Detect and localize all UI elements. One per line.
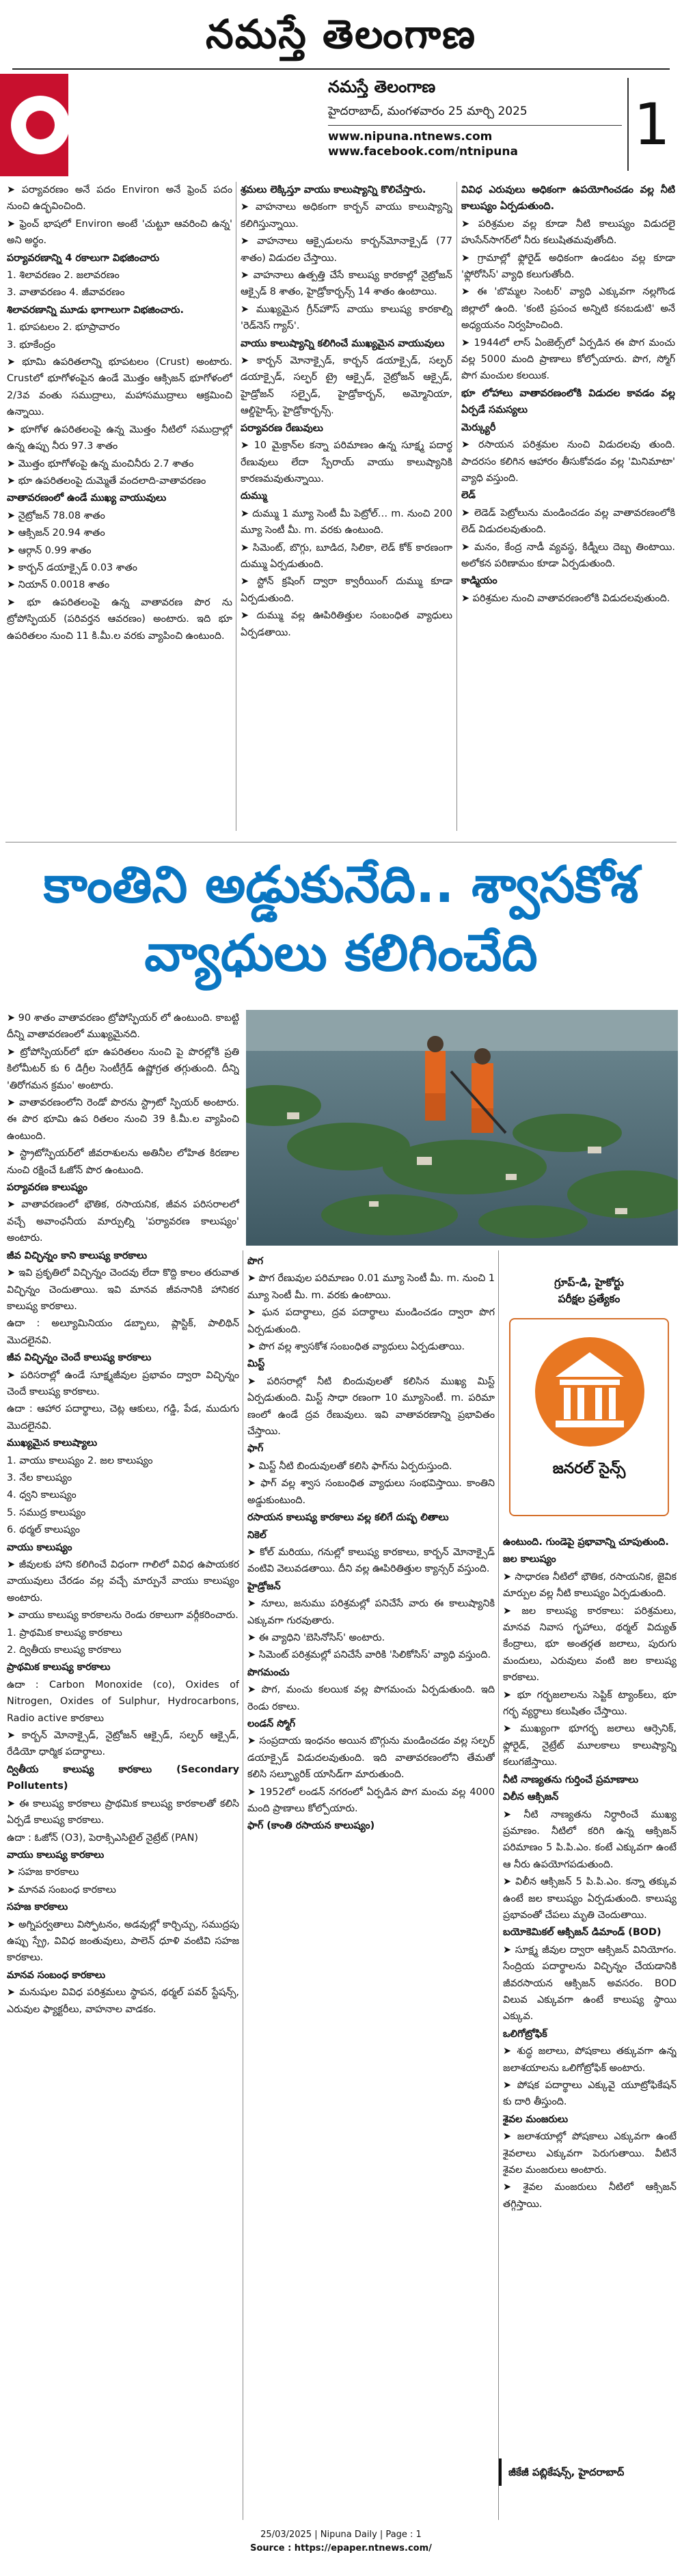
publication-credit: జీకేజీ పబ్లికేషన్స్‌, హైదరాబాద్‌	[499, 2458, 678, 2486]
paragraph: ➤ భూగోళ ఉపరితలంపై ఉన్న మొత్తం నీటిలో సముద్రాల్లో ఉన్న ఉప్పు నీరు 97.3 శాతం	[7, 424, 232, 452]
paragraph: ➤ పరిసరాల్లో ఉండే సూక్ష్మజీవుల ప్రభావం ద్వారా విచ్ఛిన్నం చెందే కాలుష్య కారకాలు.	[7, 1369, 239, 1397]
paragraph: ఒలిగోట్రోఫిక్‌	[503, 2028, 547, 2040]
paragraph: 1. శిలావరణం 2. జలావరణం	[7, 270, 120, 282]
paragraph: ఉంటుంది. గుండెపై ప్రభావాన్ని చూపుతుంది.	[503, 1537, 669, 1548]
paragraph: వాయు కాలుష్యం	[7, 1542, 72, 1553]
paragraph: వాయు కాలుష్యాన్ని కలిగించే ముఖ్యమైన వాయువులు	[241, 338, 445, 349]
paragraph: కాడ్మియం	[461, 575, 497, 587]
paragraph: 1. ప్రాథమిక కాలుష్య కారకాలు	[7, 1627, 122, 1639]
paragraph: ➤ మానవ సంబంధ కారకాలు	[7, 1884, 116, 1895]
paragraph: ➤ స్ట్రాటోస్ఫియర్‌లో జీవరాశులను అతినీల లోహిత కిరణాల నుంచి రక్షించే ఓజోన్‌ పొర ఉంటుంది.	[7, 1148, 239, 1176]
paragraph: పర్యావరణ రేణువులు	[241, 422, 323, 434]
exam-special-badge	[504, 1274, 674, 1527]
government-building-icon	[535, 1337, 644, 1447]
paragraph: ➤ సహజ కారకాలు	[7, 1867, 79, 1878]
paragraph: ➤ పరిశ్రమల నుంచి వాతావరణంలోకి విడుదలవుతుంది.	[461, 592, 670, 604]
paragraph: ➤ ముఖ్యంగా భూగర్భ జలాలు ఆర్సెనిక్‌, ఫ్లోరైడ్‌, నైట్రేట్‌ మూలకాలు కాలుష్యాన్ని కలుగజేస్తాయి.	[503, 1723, 677, 1768]
paragraph: ➤ దుమ్ము 1 మ్యూ సెంటీ మీ పెట్రోల్‌… m. నుంచి 200 మ్యూ సెంటీ మీ. m. వరకు ఉంటుంది.	[241, 508, 452, 536]
paragraph: ➤ నియాన్‌ 0.0018 శాతం	[7, 579, 110, 591]
paragraph: ➤ ఫాగ్‌ వల్ల శ్వాస సంబంధిత వ్యాధులు సంభవిస్తాయి. కాంతిని అడ్డుకుంటుంది.	[247, 1478, 495, 1506]
paragraph: వాయు కాలుష్య కారకాలు	[7, 1849, 105, 1861]
paragraph: ➤ జలాశయాల్లో పోషకాలు ఎక్కువగా ఉంటే శైవలాలు ఎక్కువగా పెరుగుతాయి. వీటినే శైవల మంజరులు అంటారు.	[503, 2131, 677, 2176]
paragraph: 3. నేల కాలుష్యం	[7, 1472, 72, 1483]
paragraph: ➤ పర్యావరణం అనే పదం Environ అనే ఫ్రెంచ్‌ పదం నుంచి ఉద్భవించింది.	[7, 184, 232, 213]
paragraph: బయోకెమికల్‌ ఆక్సిజన్‌ డిమాండ్‌ (BOD)	[503, 1927, 661, 1938]
paragraph: హైడ్రోజన్‌	[247, 1580, 281, 1592]
paragraph: ➤ వాతావరణంలోని రెండో పొరను స్ట్రాటో స్ఫియర్‌ అంటారు. ఈ పొర భూమి ఉప రితలం నుంచి 39 కి.మీ.ల వ్యాపించి ఉంటుంది.	[7, 1097, 239, 1142]
paragraph: ➤ రసాయన పరిశ్రమల నుంచి విడుదలవు తుంది. పాదరసం కలిగిన ఆహారం తీసుకోవడం వల్ల 'మినిమాటా' వ్యాధి వస్తుంది.	[461, 439, 675, 484]
paragraph: జీవ విచ్ఛిన్నం చెందే కాలుష్య కారకాలు	[7, 1352, 152, 1364]
paragraph: ➤ 90 శాతం వాతావరణం ట్రోపోస్ఫియర్‌ లో ఉంటుంది. కాబట్టి దీన్ని వాతావరణంలో ముఖ్యమైనది.	[7, 1013, 239, 1041]
paragraph: ➤ భూ ఉపరితలంపై దుమ్మెతే వందలాది-వాతావరణం	[7, 475, 206, 487]
page-footer	[0, 2528, 682, 2556]
paragraph: ➤ నూలు, జనుము పరిశ్రమల్లో పనిచేసే వారు ఈ కాలుష్యానికి ఎక్కువగా గురవుతారు.	[247, 1598, 495, 1626]
badge-label: జనరల్‌ సైన్స్‌	[552, 1460, 626, 1477]
nipuna-logo-icon	[11, 96, 70, 154]
page-number: 1	[627, 78, 675, 171]
paragraph: శ్రమలు లెక్కిస్తూ వాయు కాలుష్యాన్ని కొలిచేస్తారు.	[241, 184, 426, 195]
paragraph: ప్రాథమిక కాలుష్య కారకాలు	[7, 1662, 111, 1673]
paragraph: ➤ మొత్తం భూగోళంపై ఉన్న మంచినీరు 2.7 శాతం	[7, 458, 194, 469]
paragraph: విలీన ఆక్సిజన్‌	[503, 1792, 559, 1803]
paragraph: ➤ విలీన ఆక్సిజన్‌ 5 పి.పి.ఎం. కన్నా తక్కువ ఉంటే జల కాలుష్యం ఏర్పడుతుంది. కాలుష్య ప్రభావంతో చేపలు మృతి చెందుతాయి.	[503, 1876, 677, 1921]
paragraph: ➤ జల కాలుష్య కారకాలు: పరిశ్రమలు, మానవ నివాస గృహాలు, థర్మల్‌ విద్యుత్‌ కేంద్రాలు, భూ అంతర్గత జలాలు, పురుగు మందులు, ఎరువులు వంటి జల కాలుష్య కారకాలు.	[503, 1605, 677, 1684]
paragraph: ➤ సిమెంట్‌ పరిశ్రమల్లో పనిచేసే వారికి 'సిలికోసిస్‌' వ్యాధి వస్తుంది.	[247, 1649, 491, 1661]
paragraph: 6. థర్మల్‌ కాలుష్యం	[7, 1524, 80, 1536]
paragraph: వాతావరణంలో ఉండే ముఖ్య వాయువులు	[7, 493, 167, 504]
paragraph: ➤ కార్బన్‌ మోనాక్సైడ్‌, కార్బన్‌ డయాక్సైడ్‌, సల్ఫర్‌ డయాక్సైడ్‌, సల్ఫర్‌ ట్రై ఆక్సైడ్‌, నైట్రోజన్‌ ఆక్సైడ్‌, హైడ్రోజన్‌ సల్ఫైడ్‌, హైడ్రోకార్బన్‌, అమ్మోనియా, ఆల్డిహైడ్స్‌, హైడ్రోకార్బన్స్‌.	[241, 355, 452, 417]
article-photo	[246, 1010, 678, 1246]
paragraph: ➤ వాహనాలు ఆక్సైడులను కార్బన్‌మోనాక్సైడ్‌ (77 శాతం) విడుదల చేస్తాయి.	[241, 236, 452, 264]
paragraph: రసాయన కాలుష్య కారకాలు వల్ల కలిగే దుష్ఫ లితాలు	[247, 1512, 449, 1524]
paragraph: ➤ ఫ్రెంచ్‌ భాషలో Environ అంటే 'చుట్టూ ఆవరించి ఉన్న' అని అర్థం.	[7, 218, 232, 247]
article-column-2-top	[241, 182, 452, 831]
paragraph: ద్వితీయ కాలుష్య కారకాలు (Secondary Pollutents)	[7, 1764, 239, 1792]
header-band	[0, 74, 682, 176]
masthead-rule	[12, 68, 670, 70]
paragraph: 3. భూకేంద్రం	[7, 339, 56, 351]
paragraph: ➤ లెడెడ్‌ పెట్రోలును మండించడం వల్ల వాతావరణంలోకి లెడ్‌ విడుదలవుతుంది.	[461, 507, 675, 536]
polluted-lake-photo	[246, 1010, 678, 1246]
paragraph: నికెల్‌	[247, 1529, 267, 1541]
headline-line-2: వ్యాధులు కలిగించేది	[144, 924, 538, 983]
paragraph: ➤ ఘన పదార్థాలు, ద్రవ పదార్థాలు మండించడం ద్వారా పొగ ఏర్పడుతుంది.	[247, 1307, 495, 1335]
paragraph: ఫాగ్‌	[247, 1443, 264, 1455]
paragraph: మెర్క్యురీ	[461, 422, 496, 433]
paragraph: ➤ శుద్ధ జలాలు, పోషకాలు తక్కువగా ఉన్న జలాశయాలను ఒలిగోట్రోఫిక్‌ అంటారు.	[503, 2046, 677, 2074]
paragraph: ➤ వాతావరణంలో భౌతిక, రసాయనిక, జీవన పరిసరాలలో వచ్చే అవాంఛనీయ మార్పుల్ని 'పర్యావరణ కాలుష్యం' అంటారు.	[7, 1199, 239, 1244]
paragraph: 1. వాయు కాలుష్యం 2. జల కాలుష్యం	[7, 1455, 153, 1466]
paragraph: పర్యావరణాన్ని 4 రకాలుగా విభజించారు	[7, 252, 160, 264]
paragraph: ఉదా : ఓజోన్‌ (O3), పెరాక్సిఎసిటైల్‌ నైట్రేట్‌ (PAN)	[7, 1832, 199, 1844]
paragraph: శిలావరణాన్ని మూడు భాగాలుగా విభజించారు.	[7, 304, 184, 316]
paragraph: పర్యావరణ కాలుష్యం	[7, 1182, 87, 1194]
paragraph: ➤ సాధారణ నీటిలో భౌతిక, రసాయనిక, జైవిక మార్పుల వల్ల నీటి కాలుష్యం ఏర్పడుతుంది.	[503, 1571, 677, 1600]
header-meta	[328, 77, 622, 172]
paragraph: ➤ ఈ వ్యాధిని 'బెసినోసిస్‌' అంటారు.	[247, 1632, 385, 1643]
paragraph: ఉదా : Carbon Monoxide (co), Oxides of Nitrogen, Oxides of Sulphur, Hydrocarbons, Radio active కారకాలు	[7, 1679, 239, 1724]
paragraph: పొగమంచు	[247, 1667, 290, 1678]
paragraph: 1. భూపటలం 2. భూప్రావారం	[7, 322, 120, 333]
paragraph: ➤ అగ్నిపర్వతాలు విస్ఫోటనం, అడవుల్లో కార్చిచ్చు, సముద్రపు ఉప్పు స్ప్రే, వివిధ జంతువులు, పాలెన్‌ ధూళి వంటివి సహజ కారకాలు.	[7, 1919, 239, 1964]
paragraph: వివిధ ఎరువులు అధికంగా ఉపయోగించడం వల్ల నీటి కాలుష్యం ఏర్పడుతుంది.	[461, 184, 675, 213]
article-column-3-bottom	[503, 1534, 677, 2453]
paragraph: ➤ స్టోన్‌ క్రషింగ్‌ ద్వారా క్వారీయింగ్‌ దుమ్ము కూడా ఏర్పడుతుంది.	[241, 576, 452, 604]
paragraph: ➤ ముఖ్యమైన గ్రీన్‌హౌస్‌ వాయు కాలుష్య కారకాల్ని 'రెడ్‌నెస్‌ గ్యాస్‌'.	[241, 303, 452, 332]
paragraph: ➤ ఇవి ప్రకృతిలో విచ్ఛిన్నం చెందవు లేదా కొద్ది కాలం తరువాత విచ్ఛిన్నం చెందుతాయి. ఇవి మానవ జీవనానికి హానికర కాలుష్య కారకాలు.	[7, 1268, 239, 1312]
paragraph: లండన్‌ స్మోగ్‌	[247, 1718, 295, 1729]
paragraph: ➤ 10 మైక్రాన్‌ల కన్నా పరిమాణం ఉన్న సూక్ష్మ పదార్థ రేణువులు లేదా స్పేరాయ్‌ వాయు కాలుష్యానికి కారణమవుతున్నాయి.	[241, 440, 452, 484]
website-link[interactable]: www.nipuna.ntnews.com	[328, 130, 493, 143]
paragraph: ఫాగ్‌ (కాంతి రసాయన కాలుష్యం)	[247, 1820, 375, 1832]
paragraph: ముఖ్యమైన కాలుష్యాలు	[7, 1438, 98, 1449]
paragraph: ➤ నీటి నాణ్యతను నిర్ధారించే ముఖ్య ప్రమాణం. నీటిలో కరిగి ఉన్న ఆక్సిజన్‌ పరిమాణం 5 పి.పి.ఎం. కంటే ఎక్కువగా ఉంటే ఆ నీరు ఉపయోగపడుతుంది.	[503, 1809, 677, 1870]
paragraph: శైవల మంజరులు	[503, 2113, 569, 2125]
paragraph: ➤ ఈ 'బొమ్మల సెంటర్‌' వ్యాధి ఎక్కువగా నల్లగొండ జిల్లాలో ఉంది. 'కంటి ప్రపంచ అన్నిటి కనబడుటి' అనే అధ్యయనం నిర్వహించింది.	[461, 286, 675, 331]
badge-box	[509, 1318, 669, 1516]
paragraph: ➤ సంప్రదాయ ఇంధనం అయిన బొగ్గును మండించడం వల్ల సల్ఫర్‌ డయాక్సైడ్‌ విడుదలవుతుంది. ఇది వాతావరణంలోని తేమతో కలిసి సల్ఫ్యూరిక్‌ యాసిడ్‌గా మారుతుంది.	[247, 1736, 495, 1781]
paragraph: 2. ద్వితీయ కాలుష్య కారకాలు	[7, 1645, 122, 1656]
paragraph: నీటి నాణ్యతను గుర్తించే ప్రమాణాలు	[503, 1774, 639, 1785]
paragraph: ఉదా : ఆహార పదార్థాలు, చెట్ల ఆకులు, గడ్డి, పేడ, ముదుగు మొదలైనవి.	[7, 1403, 239, 1431]
paragraph: సహజ కారకాలు	[7, 1902, 68, 1913]
badge-title-2: పరీక్షల ప్రత్యేకం	[558, 1293, 620, 1305]
masthead	[0, 0, 682, 74]
paragraph: ➤ పరిశ్రమల వల్ల కూడా నీటి కాలుష్యం విడుదలై హుసేన్‌సాగర్‌లో నీరు కలుషితమవుతోంది.	[461, 218, 675, 247]
paragraph: ➤ ట్రోపోస్ఫియర్‌లో భూ ఉపరితలం నుంచి పై పొరల్లోకి ప్రతి కిలోమీటర్‌ కు 6 డిగ్రీల సెంటీగ్రేడ్‌ ఉష్ణోగ్రత తగ్గుతుంది. దీన్ని 'తిరోగమన క్రమం' అంటారు.	[7, 1046, 239, 1091]
paragraph: 4. ధ్వని కాలుష్యం	[7, 1490, 77, 1501]
column-divider	[498, 1250, 499, 2520]
paragraph: భూ లోహాలు వాతావరణంలోకి విడుదల కావడం వల్ల ఏర్పడే సమస్యలు	[461, 387, 675, 416]
paragraph: ➤ మిస్ట్‌ నీటి బిందువులతో కలిసి ఫాగ్‌ను ఏర్పరుస్తుంది.	[247, 1460, 452, 1472]
paragraph: ➤ సూక్ష్మ జీవుల ద్వారా ఆక్సిజన్‌ వినియోగం. సేంద్రియ పదార్థాలను విచ్ఛిన్నం చేయడానికి జీవరసాయన ఆక్సిజన్‌ అవసరం. BOD విలువ ఎక్కువగా ఉంటే కాలుష్య స్థాయి ఎక్కువ.	[503, 1944, 677, 2023]
paragraph: ➤ కార్బన్‌ మోనాక్సైడ్‌, నైట్రోజన్‌ ఆక్సైడ్‌, సల్ఫర్‌ ఆక్సైడ్‌, రేడియో ధార్మిక పదార్థాలు.	[7, 1730, 239, 1758]
paragraph: ➤ పొగ రేణువుల పరిమాణం 0.01 మ్యూ సెంటీ మీ. m. నుంచి 1 మ్యూ సెంటీ మీ. m. వరకు ఉంటాయి.	[247, 1273, 495, 1301]
paragraph: ➤ భూమి ఉపరితలాన్ని భూపటలం (Crust) అంటారు. Crustలో భూగోళంపైన ఉండే మొత్తం ఆక్సిజన్‌ భూగోళంలో 2/3వ వంతు సముద్రాలు, మహాసముద్రాలు ఆక్రమించి ఉన్నాయి.	[7, 357, 232, 418]
paragraph: ➤ దుమ్ము వల్ల ఊపిరితిత్తుల సంబంధిత వ్యాధులు ఏర్పడతాయి.	[241, 610, 452, 638]
headline-line-1: కాంతిని అడ్డుకునేది.. శ్వాసకోశ	[43, 855, 639, 914]
paragraph: ➤ ఈ కాలుష్య కారకాలు ప్రాథమిక కాలుష్య కారకాలతో కలిసి ఏర్పడే కాలుష్య కారకాలు.	[7, 1798, 239, 1826]
paragraph: ➤ నైట్రోజన్‌ 78.08 శాతం	[7, 510, 105, 521]
paragraph: ➤ మనుషుల వివిధ పరిశ్రమలు స్థాపన, థర్మల్‌ పవర్‌ స్టేషన్స్‌, ఎరువుల ఫ్యాక్టరీలు, వాహనాల వాడకం.	[7, 1987, 239, 2015]
paragraph: జల కాలుష్యం	[503, 1554, 556, 1565]
nipuna-logo	[0, 74, 68, 176]
paragraph: ➤ వాహనాలు ఉత్పత్తి చేసే కాలుష్య కారకాల్లో నైట్రోజన్‌ ఆక్సైడ్‌ 8 శాతం, హైడ్రోకార్బన్స్‌ 14 శాతం ఉంటాయి.	[241, 270, 452, 298]
article-column-2-bottom	[247, 1253, 495, 2520]
column-divider	[456, 182, 457, 831]
paragraph: ➤ కోల్‌ మరియు, గనుల్లో కాలుష్య కారకాలు, కార్బన్‌ మోనాక్సైడ్‌ వంటివి వెలువడతాయి. దీని వల్ల ఊపిరితిత్తుల క్యాన్సర్‌ వస్తుంది.	[247, 1546, 495, 1575]
paragraph: ➤ 1952లో లండన్‌ నగరంలో ఏర్పడిన పొగ మంచు వల్ల 4000 మంది ప్రాణాలు కోల్పోయారు.	[247, 1786, 495, 1814]
paragraph: ➤ ఆర్గాన్‌ 0.99 శాతం	[7, 545, 92, 556]
footer-source[interactable]: Source : https://epaper.ntnews.com/	[250, 2543, 432, 2553]
paragraph: ➤ కార్బన్‌ డయాక్సైడ్‌ 0.03 శాతం	[7, 562, 137, 573]
paragraph: 5. సముద్ర కాలుష్యం	[7, 1507, 86, 1518]
badge-circle	[535, 1337, 644, 1447]
paragraph: ➤ భూ ఉపరితలంపై ఉన్న వాతావరణ పొర ను ట్రోపోస్ఫియర్‌ (పరివర్తన ఆవరణం) అంటారు. ఇది భూ ఉపరితలం నుంచి 11 కి.మీ.ల వరకు వ్యాపించి ఉంటుంది.	[7, 597, 232, 642]
footer-line: 25/03/2025 | Nipuna Daily | Page : 1	[260, 2530, 422, 2540]
paragraph: ➤ పొగ వల్ల శ్వాసకోశ సంబంధిత వ్యాధులు ఏర్పడుతాయి.	[247, 1341, 465, 1353]
facebook-link[interactable]: www.facebook.com/ntnipuna	[328, 145, 518, 159]
paragraph: ఉదా : అల్యూమినియం డబ్బాలు, ప్లాస్టిక్‌, పాలిథిన్‌ మొదలైనవి.	[7, 1318, 239, 1346]
paragraph: మిస్ట్‌	[247, 1358, 265, 1370]
paragraph: జీవ విచ్ఛిన్నం కాని కాలుష్య కారకాలు	[7, 1250, 148, 1261]
paragraph: ➤ శైవల మంజరులు నీటిలో ఆక్సిజన్‌ తగ్గిస్తాయి.	[503, 2182, 677, 2210]
paragraph: 3. వాతావరణం 4. జీవావరణం	[7, 287, 125, 299]
paragraph: దుమ్ము	[241, 491, 267, 502]
paragraph: ➤ వాయు కాలుష్య కారకాలను రెండు రకాలుగా వర్గీకరించారు.	[7, 1610, 238, 1621]
paragraph: ➤ మనం, కేంద్ర నాడీ వ్యవస్థ, కిడ్నీలు దెబ్బ తింటాయి. అలోకన పరిణామం కూడా ఏర్పడుతుంది.	[461, 541, 675, 569]
paragraph: పొగ	[247, 1256, 264, 1267]
paragraph: ➤ 1944లో లాస్‌ ఏంజెల్స్‌లో ఏర్పడిన ఈ పొగ మంచు వల్ల 5000 మంది ప్రాణాలు కోల్పోయారు. పొగ, స్మోగ్‌ పొగ మంచుల కలయిక.	[461, 337, 675, 382]
badge-title-1: గ్రూప్‌-డి, హైకోర్టు	[554, 1276, 624, 1289]
article-column-1-top	[7, 182, 232, 831]
paragraph: ➤ ఆక్సిజన్‌ 20.94 శాతం	[7, 527, 105, 539]
paper-name: నమస్తే తెలంగాణ	[328, 77, 436, 96]
paragraph: లెడ్‌	[461, 490, 476, 502]
masthead-logo: నమస్తే తెలంగాణ	[206, 11, 476, 57]
paragraph: ➤ పోషక పదార్థాలు ఎక్కువై యూట్రోఫికేషన్‌ కు దారి తీస్తుంది.	[503, 2080, 677, 2108]
paragraph: ➤ జీవులకు హాని కలిగించే విధంగా గాలిలో వివిధ ఉపాయకర వాయువులు చేరడం వల్ల వచ్చే మార్పునే వాయు కాలుష్యం అంటారు.	[7, 1559, 239, 1604]
article-column-3-top	[461, 182, 675, 831]
article-column-1-bottom	[7, 1010, 239, 2520]
paragraph: ➤ సిమెంట్‌, బొగ్గు, బూడిద, సిలికా, లెడ్‌ కోక్‌ కారణంగా దుమ్ము ఏర్పడుతుంది.	[241, 542, 452, 570]
paragraph: ➤ గ్రామాల్లో ఫ్లోరైడ్‌ అధికంగా ఉండటం వల్ల కూడా 'ఫ్లోరోసిస్‌' వ్యాధి కలుగుతోంది.	[461, 252, 675, 281]
main-headline	[5, 851, 677, 1001]
paragraph: ➤ పొగ, మంచు కలయిక వల్ల పొగమంచు ఏర్పడుతుంది. ఇది రెండు రకాలు.	[247, 1684, 495, 1712]
paragraph: ➤ భూ గర్భజలాలను సెప్టిక్‌ ట్యాంక్‌లు, భూ గర్భ వ్యర్థాలు కలుషితం చేస్తాయి.	[503, 1689, 677, 1718]
paragraph: ➤ వాహనాలు అధికంగా కార్బన్‌ వాయు కాలుష్యాన్ని కలిగిస్తున్నాయి.	[241, 202, 452, 230]
paragraph: మానవ సంబంధ కారకాలు	[7, 1969, 106, 1981]
dateline: హైదరాబాద్, మంగళవారం 25 మార్చి 2025	[328, 105, 622, 126]
paragraph: ➤ పరిసరాల్లో నీటి బిందువులతో కలిసిన ముఖ్య మిస్ట్‌ ఏర్పడుతుంది. మిస్ట్‌ సాధా రణంగా 10 మ్యూసెంటీ. m. పరిమా ణంలో ఉండే ద్రవ రేణువులు. ఇవి వాతావరణాన్ని ప్రభావితం చేస్తాయి.	[247, 1375, 495, 1438]
